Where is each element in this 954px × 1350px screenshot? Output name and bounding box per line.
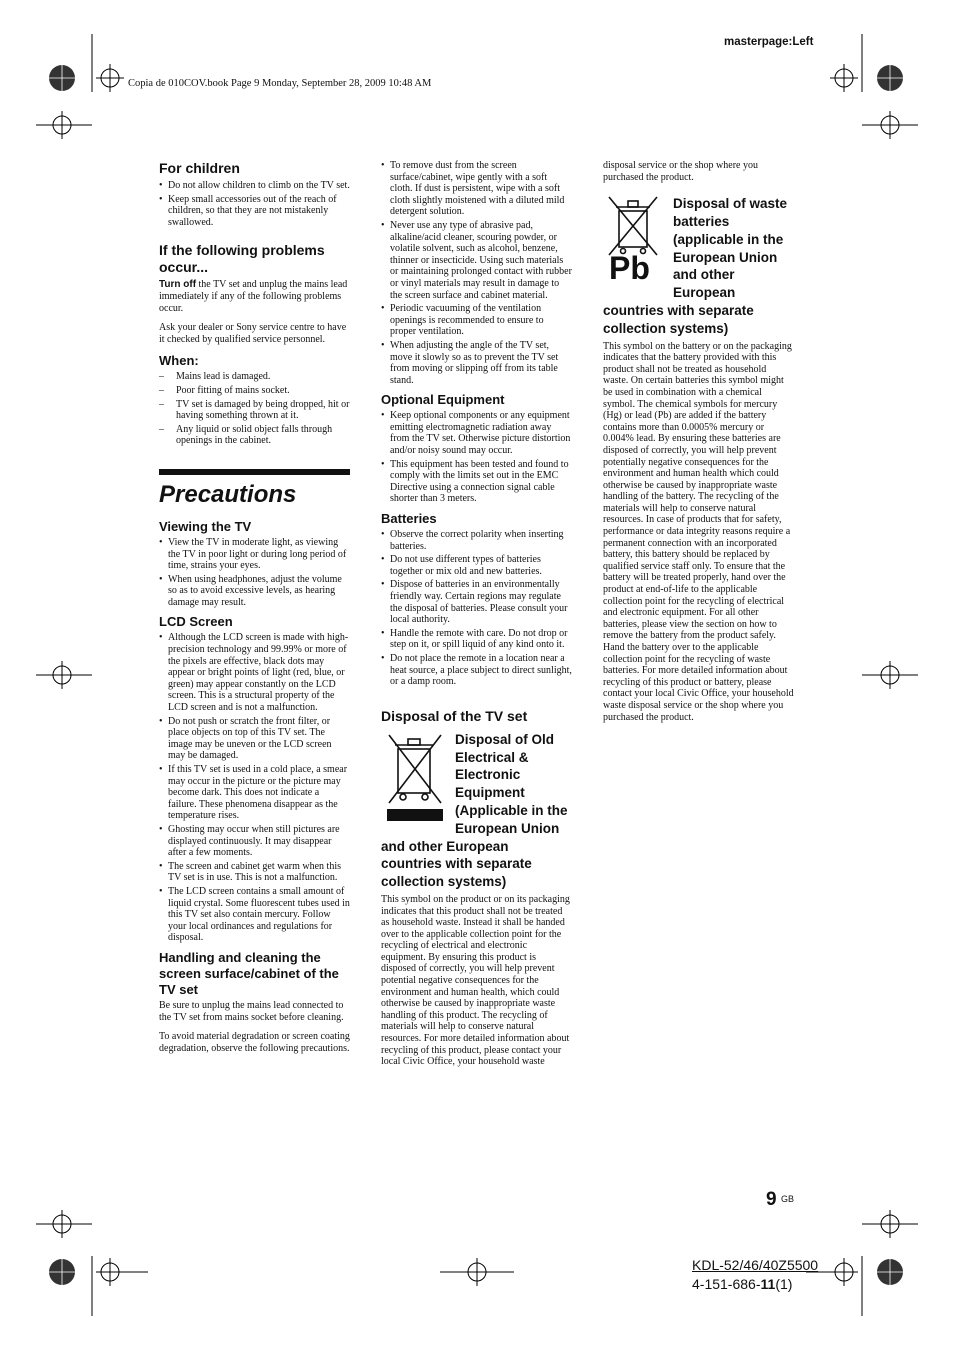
list-item: • The LCD screen contains a small amount of liquid crystal. Some fluorescent tubes used in this TV set also contain mercury. Follow your local ordinances and regulations for disposal. [159,886,350,944]
optional-equipment-list [381,410,572,505]
handling-paragraph-2: To avoid material degradation or screen coating degradation, observe the following precautions. [159,1031,350,1054]
crossed-bin-icon [603,195,663,257]
list-item: • Ghosting may occur when still pictures are displayed continuously. It may disappear after a few moments. [159,824,350,859]
page-number: 9 [766,1189,777,1210]
children-list [159,180,350,228]
list-item: • Do not use different types of batteries together or mix old and new batteries. [381,554,572,577]
disposal-tv-title: Disposal of the TV set [381,707,528,724]
list-item: – Poor fitting of mains socket. [159,385,350,397]
list-item: • Keep optional components or any equipment emitting electromagnetic radiation away from the TV set. Otherwise picture distortion and/or noisy sound may occur. [381,410,572,456]
section-divider [159,469,350,475]
lcd-title: LCD Screen [159,614,233,630]
weee-block [381,731,572,1068]
column-1 [159,160,350,1062]
list-item: • Do not allow children to climb on the TV set. [159,180,350,192]
column-2 [381,160,572,1076]
handling-title: Handling and cleaning the screen surface/cabinet of the TV set [159,949,339,997]
list-item: • Do not place the remote in a location near a heat source, a place subject to direct sunlight, or a damp room. [381,653,572,688]
battery-symbol [603,195,667,289]
list-item: • View the TV in moderate light, as viewing the TV in poor light or during long period of time, strains your eyes. [159,537,350,572]
column-3 [603,160,794,731]
when-list [159,371,350,447]
list-item: • Handle the remote with care. Do not drop or step on it, or spill liquid of any kind onto it. [381,628,572,651]
list-item: • Periodic vacuuming of the ventilation openings is recommended to ensure to proper ventilation. [381,303,572,338]
section-title-for-children: For children [159,160,240,176]
battery-block [603,195,794,723]
list-item: • Although the LCD screen is made with high-precision technology and 99.99% or more of the pixels are effective, black dots may appear or bright points of light (red, blue, or green) may appear constantly on the LCD screen. This is a structural property of the LCD screen and is not a malfunction. [159,632,350,713]
lcd-list [159,632,350,943]
model-code-prefix: 4-151-686- [692,1276,761,1292]
list-item: – Mains lead is damaged. [159,371,350,383]
book-info: Copia de 010COV.book Page 9 Monday, September 28, 2009 10:48 AM [128,78,432,89]
problems-paragraph-2: Ask your dealer or Sony service centre to have it checked by qualified service personnel. [159,322,347,345]
problems-paragraph [159,279,350,314]
problems-text: the TV set and unplug the mains lead immediately if any of the following problems occur. [159,279,348,314]
handling-paragraph-1: Be sure to unplug the mains lead connected to the TV set from mains socket before cleaning. [159,999,344,1023]
turn-off-label: Turn off [159,279,197,291]
pb-label: Pb [609,250,650,287]
model-line-2 [692,1275,818,1294]
batteries-list [381,529,572,688]
masterpage-label: masterpage:Left [724,36,814,48]
batteries-title: Batteries [381,511,437,527]
model-code-bold: 11 [760,1276,776,1292]
when-title: When: [159,353,199,369]
weee-heading: Disposal of Old Electrical & Electronic Equipment (Applicable in the European Union and other European countries with separate collection systems) [381,731,568,890]
list-item: • Do not push or scratch the front filter, or place objects on top of this TV set. The image may be uneven or the LCD screen may be damaged. [159,716,350,762]
list-item: • When using headphones, adjust the volume so as to avoid excessive levels, as hearing damage may result. [159,574,350,609]
model-info [692,1256,818,1294]
list-item: • Never use any type of abrasive pad, alkaline/acid cleaner, scouring powder, or volatile solvent, such as alcohol, benzene, thinner or insecticide. Using such materials or maintaining prolonged contact with rubber or vinyl materials may result in damage to the screen surface and cabinet material. [381,220,572,301]
viewing-title: Viewing the TV [159,518,252,534]
list-item: – TV set is damaged by being dropped, hit or having something thrown at it. [159,399,350,422]
battery-heading: Disposal of waste batteries (applicable in the European Union and other European countries with separate collection systems) [603,196,788,336]
model-code-suffix: (1) [775,1276,793,1292]
list-item: • When adjusting the angle of the TV set, move it slowly so as to prevent the TV set from moving or slipping off from its table stand. [381,340,572,386]
list-item: • If this TV set is used in a cold place, a smear may occur in the picture or the picture may become dark. This does not indicate a failure. These phenomena disappear as the temperature rises. [159,764,350,822]
crossed-bin-icon [381,731,449,823]
list-item: • Observe the correct polarity when inserting batteries. [381,529,572,552]
precautions-heading: Precautions [159,480,297,508]
list-item: • Dispose of batteries in an environmentally friendly way. Certain regions may regulate the disposal of batteries. Please consult your local authority. [381,579,572,625]
section-title-problems: If the following problems occur... [159,242,325,276]
list-item: • The screen and cabinet get warm when this TV set is in use. This is not a malfunction. [159,861,350,884]
list-item: – Any liquid or solid object falls through openings in the cabinet. [159,424,350,447]
continued-text: disposal service or the shop where you purchased the product. [603,160,758,183]
viewing-list [159,537,350,609]
cleaning-list [381,160,572,386]
list-item: • To remove dust from the screen surface/cabinet, wipe gently with a soft cloth. If dust is persistent, wipe with a soft cloth slightly moistened with a diluted mild detergent solution. [381,160,572,218]
model-line-1: KDL-52/46/40Z5500 [692,1257,819,1273]
weee-text: This symbol on the product or on its packaging indicates that this product shall not be treated as household waste. Instead it shall be handed over to the applicable collection point for the recycling of electrical and electronic equipment. By ensuring this product is disposed of correctly, you will help prevent potential negative consequences for the environment and human health, which could otherwise be caused by inappropriate waste handling of this product. The recycling of materials will help to conserve natural resources. For more detailed information about recycling of this product, please contact your local Civic Office, your household waste [381,893,570,1068]
list-item: • This equipment has been tested and found to comply with the limits set out in the EMC Directive using a connection signal cable shorter than 3 meters. [381,459,572,505]
battery-text: This symbol on the battery or on the packaging indicates that the battery provided with this product shall not be treated as household waste. On certain batteries this symbol might be used in combination with a chemical symbol. The chemical symbols for mercury (Hg) or lead (Pb) are added if the battery contains more than 0.0005% mercury or 0.004% lead. By ensuring these batteries are disposed of correctly, you will help prevent potentially negative consequences for the environment and human health which could otherwise be caused by inappropriate waste handling of the battery. The recycling of the materials will help to conserve natural resources. In case of products that for safety, performance or data integrity reasons require a permanent connection with an incorporated battery, this battery should be replaced by qualified service staff only. To ensure that the battery will be treated properly, hand over the product at end-of-life to the applicable collection point for the recycling of electrical and electronic equipment. For all other batteries, please view the section on how to remove the battery from the product safely. Hand the battery over to the applicable collection point for the recycling of waste batteries. For more detailed information about recycling of this product or battery, please contact your local Civic Office, your household waste disposal service or the shop where you purchased the product. [603,340,794,723]
page-language: GB [781,1194,795,1204]
optional-equipment-title: Optional Equipment [381,392,505,408]
list-item: • Keep small accessories out of the reach of children, so that they are not mistakenly swallowed. [159,194,350,229]
